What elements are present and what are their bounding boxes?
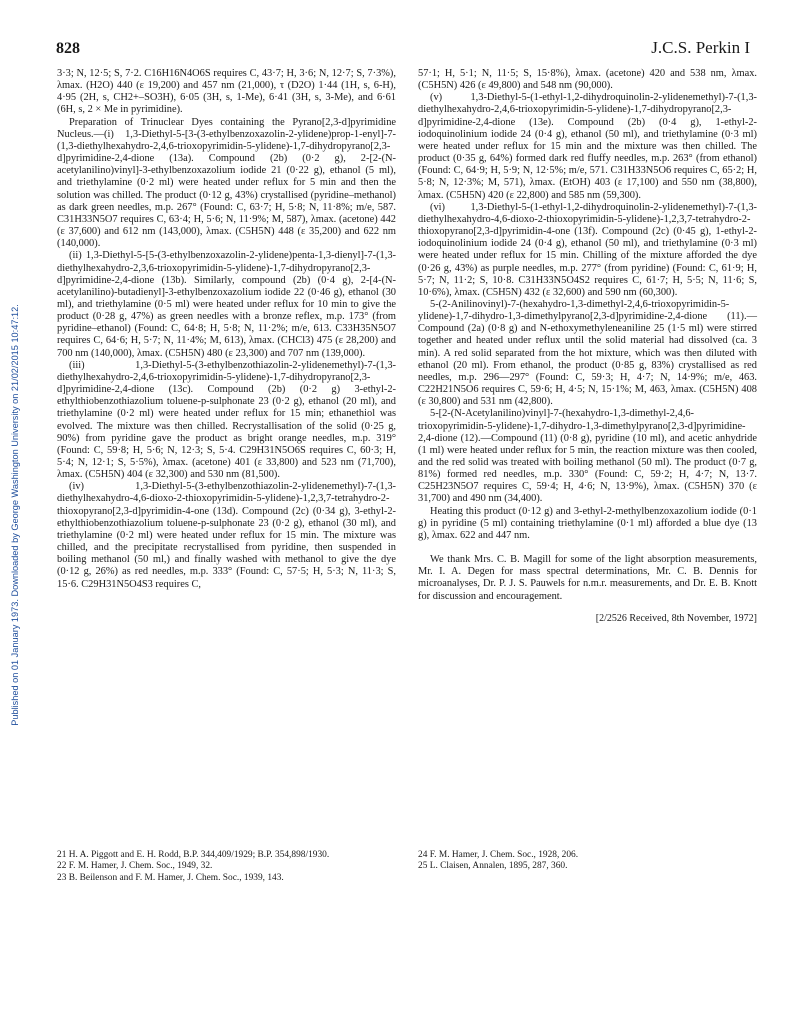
page-number: 828 [56,40,80,57]
reference: 22 F. M. Hamer, J. Chem. Soc., 1949, 32. [57,861,213,872]
reference: 23 B. Beilenson and F. M. Hamer, J. Chem. Soc., 1939, 143. [57,872,284,883]
paragraph: (ii) 1,3-Diethyl-5-[5-(3-ethylbenzoxazolin-2-ylidene)penta-1,3-dienyl]-7-(1,3-diethylhexahydro-2,3,6-trioxopyrimidin-5-ylidene)-1,7-dihydropyrano[2,3-d]pyrimidine-2,4-dione (13b). Similarly, compound (2b) (0·4 g), 2-[4-(N-acetylanilino)-butadienyl]-3-ethylbenzoxazolium iodide 22 (0·46 g), ethanol (30 ml), and triethylamine (0·5 ml) were heated under reflux for 10 min to give the product (0·28 g, 47%) as green needles with a bronze reflex, m.p. 173° (from pyridine–ethanol) (Found: C, 64·8; H, 5·8; N, 11·2%; m/e, 613. C33H35N5O7 requires C, 64·6; H, 5·7; N, 11·4%; M, 613), λmax. (CHCl3) 475 (ε 28,200) and 700 nm (140,000), λmax. (C5H5N) 480 (ε 23,300) and 707 nm (139,000). [57,250,396,359]
section-paragraph: 5-(2-Anilinovinyl)-7-(hexahydro-1,3-dimethyl-2,4,6-trioxopyrimidin-5-ylidene)-1,7-dihydro-1,3-dimethylpyrano[2,3-d]pyrimidine-2,4-dione (11).—Compound (2a) (0·8 g) and N-ethoxymethyleneaniline 25 (1·5 ml) were stirred together and heated under reflux until the solid material had dissolved (ca. 3 min). A red solid separated from the hot mixture, which was then diluted with ethanol (20 ml). From ethanol, the product (0·85 g, 83%) crystallised as red needles, m.p. 296—297° (Found: C, 59·3; H, 4·7; N, 14·9%; m/e, 463. C22H21N5O6 requires C, 59·6; H, 4·5; N, 15·1%; M, 463, λmax. (C5H5N) 408 (ε 30,800) and 531 nm (42,800). [418,298,757,408]
references-left [57,850,396,884]
body-columns [57,68,757,624]
paragraph: (v) 1,3-Diethyl-5-(1-ethyl-1,2-dihydroquinolin-2-ylidenemethyl)-7-(1,3-diethylhexahydro-2,4,6-trioxopyrimidin-5-ylidene)-1,7-dihydropyrano[2,3-d]pyrimidine-2,4-dione (13e). Compound (2b) (0·4 g), 1-ethyl-2-iodoquinolinium iodide 24 (0·4 g), ethanol (50 ml), and triethylamine (0·3 ml) were heated under reflux for 15 min and the mixture was then chilled. The product (0·35 g, 64%) formed dark red fluffy needles, m.p. 263° (from ethanol) (Found: C, 64·9; H, 5·9; N, 12·5%; m/e, 571. C31H33N5O6 requires C, 65·2; H, 5·8; N, 12·3%; M, 571), λmax. (EtOH) 403 (ε 17,100) and 550 nm (38,800), λmax. (C5H5N) 420 (ε 22,800) and 585 nm (59,300). [418,92,757,201]
reference: 25 L. Claisen, Annalen, 1895, 287, 360. [418,861,568,872]
paragraph: 3·3; N, 12·5; S, 7·2. C16H16N4O6S requires C, 43·7; H, 3·6; N, 12·7; S, 7·3%), λmax. (H2O) 440 (ε 19,200) and 457 nm (21,000), τ (D2O) 1·44 (1H, s, 6-H), 4·95 (2H, s, CH2+–SO3H), 6·05 (3H, s, 1-Me), 6·41 (3H, s, 3-Me), and 6·61 (6H, s, 2 × Me in pyrimidine). [57,68,396,116]
page-header [56,38,750,58]
journal-name: J.C.S. Perkin I [651,38,750,57]
section-paragraph: Preparation of Trinuclear Dyes containing the Pyrano[2,3-d]pyrimidine Nucleus.—(i) 1,3-Diethyl-5-[3-(3-ethylbenzoxazolin-2-ylidene)prop-1-enyl]-7-(1,3-diethylhexahydro-2,4,6-trioxopyrimidin-5-ylidene)-1,7-dihydropyrano[2,3-d]pyrimidine-2,4-dione (13a). Compound (2b) (0·2 g), 2-[2-(N-acetylanilino)vinyl]-3-ethylbenzoxazolium iodide 21 (0·22 g), ethanol (5 ml), and triethylamine (0·2 ml) were heated under reflux for 5 min and then the solution was chilled. The product (0·12 g, 43%) crystallised (pyridine–methanol) as dark green needles, m.p. 267° (Found: C, 63·7; H, 5·8; N, 11·8%; m/e, 587. C31H33N5O7 requires C, 63·4; H, 5·6; N, 11·9%; M, 587), λmax. (acetone) 442 (ε 37,600) and 612 nm (143,000), λmax. (C5H5N) 448 (ε 35,200) and 622 nm (140,000). [57,116,396,250]
paragraph: (vi) 1,3-Diethyl-5-(1-ethyl-1,2-dihydroquinolin-2-ylidenemethyl)-7-(1,3-diethylhexahydro-4,6-dioxo-2-thioxopyrimidin-5-ylidene)-1,2,3,7-tetrahydro-2-thioxopyrano[2,3-d]pyrimidin-4-one (13f). Compound (2c) (0·45 g), 1-ethyl-2-iodoquinolinium iodide 24 (0·4 g), ethanol (50 ml), and triethylamine (0·3 ml) were heated under reflux for 15 min. Chilling of the mixture afforded the dye (0·26 g, 43%) as purple needles, m.p. 277° (from pyridine) (Found: C, 61·9; H, 5·7; N, 11·2; S, 10·8. C31H33N5O4S2 requires C, 61·7; H, 5·5; N, 11·6; S, 10·6%), λmax. (C5H5N) 432 (ε 32,600) and 590 nm (60,300). [418,201,757,298]
acknowledgements: We thank Mrs. C. B. Magill for some of the light absorption measurements, Mr. I. A. Degen for mass spectral determinations, Mr. C. B. Dennis for microanalyses, Dr. P. J. S. Pauwels for n.m.r. measurements, and Dr. E. B. Knott for discussion and encouragement. [418,554,757,602]
reference: 24 F. M. Hamer, J. Chem. Soc., 1928, 206. [418,850,579,860]
references [57,850,757,884]
reference: 21 H. A. Piggott and E. H. Rodd, B.P. 344,409/1929; B.P. 354,898/1930. [57,850,330,860]
paragraph: Heating this product (0·12 g) and 3-ethyl-2-methylbenzoxazolium iodide (0·1 g) in pyridine (5 ml) containing triethylamine (0·1 ml) afforded a blue dye (13 g), λmax. 622 and 447 nm. [418,505,757,541]
right-column [418,68,757,624]
paragraph: (iii) 1,3-Diethyl-5-(3-ethylbenzothiazolin-2-ylidenemethyl)-7-(1,3-diethylhexahydro-2,4,6-trioxopyrimidin-5-ylidene)-1,7-dihydropyrano[2,3-d]pyrimidine-2,4-dione (13c). Compound (2b) (0·2 g) 3-ethyl-2-ethylthiobenzothiazolium toluene-p-sulphonate 23 (0·2 g), ethanol (20 ml), and triethylamine (0·2 ml) were heated under reflux for 15 min; ethanethiol was evolved. The mixture was then chilled. Recrystallisation of the solid (0·25 g, 90%) from pyridine gave the product as bright orange needles, m.p. 319° (Found: C, 59·8; H, 5·6; N, 12·3; S, 5·4. C29H31N5O6S requires C, 60·3; H, 5·4; N, 12·1; S, 5·5%), λmax. (acetone) 401 (ε 33,800) and 523 nm (71,700), λmax. (C5H5N) 404 (ε 32,300) and 530 nm (81,500). [57,359,396,481]
download-notice [8,300,22,730]
spacer [418,542,757,554]
paragraph: (iv) 1,3-Diethyl-5-(3-ethylbenzothiazolin-2-ylidenemethyl)-7-(1,3-diethylhexahydro-4,6-dioxo-2-thioxopyrimidin-5-ylidene)-1,2,3,7-tetrahydro-2-thioxopyrano[2,3-d]pyrimidin-4-one (13d). Compound (2c) (0·34 g), 3-ethyl-2-ethylthiobenzothiazolium toluene-p-sulphonate 23 (0·2 g), ethanol (30 ml), and triethylamine (0·2 ml) were heated under reflux for 15 min. The mixture was chilled, and the precipitate recrystallised from pyridine, then suspended in boiling methanol (50 ml,) and finally washed with methanol to give the dye (0·12 g, 26%) as red needles, m.p. 333° (Found: C, 57·5; H, 5·3; N, 11·3; S, 15·6. C29H31N5O4S3 requires C, [57,481,396,590]
section-paragraph: 5-[2-(N-Acetylanilino)vinyl]-7-(hexahydro-1,3-dimethyl-2,4,6-trioxopyrimidin-5-ylidene)-1,7-dihydro-1,3-dimethylpyrano[2,3-d]pyrimidine-2,4-dione (12).—Compound (11) (0·8 g), pyridine (10 ml), and acetic anhydride (1 ml) were heated under reflux for 5 min, the reaction mixture was then cooled, and the red solid was treated with boiling methanol (50 ml). The product (0·7 g, 81%) formed red needles, m.p. 330° (Found: C, 59·2; H, 4·7; N, 13·7. C25H23N5O7 requires C, 59·4; H, 4·6; N, 13·9%), λmax. (C5H5N) 370 (ε 31,700) and 490 nm (34,400). [418,408,757,505]
download-notice-text: Published on 01 January 1973. Downloaded by George Washington University on 21/02/2015 10:47:12. [10,304,20,726]
references-right [418,850,757,884]
received-date: [2/2526 Received, 8th November, 1972] [595,612,757,624]
paragraph: 57·1; H, 5·1; N, 11·5; S, 15·8%), λmax. (acetone) 420 and 538 nm, λmax. (C5H5N) 426 (ε 49,800) and 548 nm (90,000). [418,68,757,92]
left-column [57,68,396,624]
